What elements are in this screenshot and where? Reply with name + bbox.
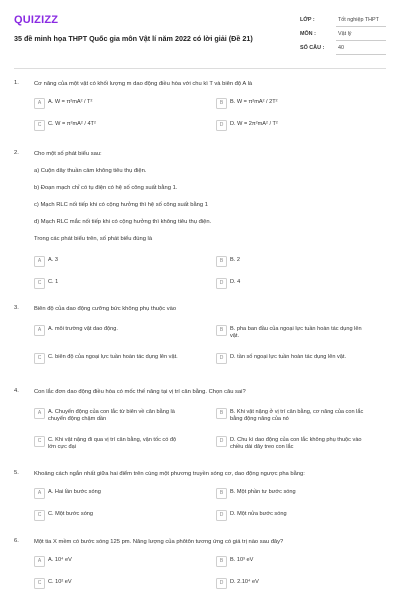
- option-letter-box: A: [34, 556, 45, 567]
- question-text: Cho một số phát biểu sau:: [34, 151, 102, 157]
- option-letter-box: C: [34, 353, 45, 364]
- option-letter-box: A: [34, 325, 45, 336]
- option-letter-box: A: [34, 256, 45, 267]
- option-text: A. Chuyển động của con lắc từ biên về cân bằng là chuyển động chậm dần: [48, 408, 175, 422]
- option-text: D. 2.10⁴ eV: [230, 578, 259, 585]
- meta-row-count: [300, 42, 386, 56]
- option-letter-box: C: [34, 120, 45, 131]
- option-text: B. Khi vật nặng ở vị trí cân bằng, cơ năng của con lắc bằng động năng của nó: [230, 408, 364, 422]
- option-letter-box: D: [216, 510, 227, 521]
- question-text: Khoảng cách ngắn nhất giữa hai điểm trên cùng một phương truyền sóng cơ, dao động ngược pha bằng:: [34, 471, 305, 477]
- meta-row-subject: [300, 28, 386, 42]
- option-text: A. 10⁴ eV: [48, 556, 72, 563]
- option-text: D. Một nửa bước sóng: [230, 510, 287, 517]
- meta-row-class: [300, 14, 386, 28]
- meta-underline: [336, 40, 386, 41]
- option-text: D. tần số ngoại lực tuần hoàn tác dụng lên vật.: [230, 353, 347, 360]
- statement-line: b) Đoạn mạch chỉ có tụ điện có hệ số công suất bằng 1.: [34, 185, 178, 191]
- meta-key: MÔN :: [300, 31, 316, 37]
- option-text: A. W = π²mA² / T²: [48, 98, 93, 105]
- option-text: C. Khi vật nặng đi qua vị trí cân bằng, vận tốc có độ lớn cực đại: [48, 436, 177, 450]
- option-letter-box: C: [34, 436, 45, 447]
- option-text: C. Một bước sóng: [48, 510, 94, 517]
- meta-key: SỐ CÂU :: [300, 45, 325, 51]
- option-text: B. 10³ eV: [230, 556, 254, 563]
- question-text: Biên độ của dao động cưỡng bức không phụ thuộc vào: [34, 306, 177, 312]
- option-text: A. 3: [48, 256, 58, 263]
- option-text: C. biên độ của ngoại lực tuần hoàn tác dụng lên vật.: [48, 353, 178, 360]
- question-number: 3.: [14, 305, 19, 311]
- option-text: D. W = 2π²mA² / T²: [230, 120, 278, 127]
- option-letter-box: B: [216, 488, 227, 499]
- option-letter-box: A: [34, 488, 45, 499]
- meta-key: LỚP :: [300, 17, 315, 23]
- option-letter-box: B: [216, 325, 227, 336]
- option-letter-box: A: [34, 98, 45, 109]
- document-header: [14, 12, 386, 60]
- option-letter-box: C: [34, 278, 45, 289]
- header-divider: [14, 68, 386, 69]
- option-letter-box: B: [216, 98, 227, 109]
- question-text: Con lắc đơn dao động điều hòa có mốc thế năng tại vị trí cân bằng. Chọn câu sai?: [34, 389, 246, 395]
- option-letter-box: D: [216, 578, 227, 589]
- option-text: D. 4: [230, 278, 241, 285]
- meta-underline: [336, 54, 386, 55]
- document-title: 35 đề minh họa THPT Quốc gia môn Vật lí năm 2022 có lời giải (Đề 21): [14, 34, 253, 43]
- option-letter-box: A: [34, 408, 45, 419]
- statement-line: d) Mạch RLC mắc nối tiếp khi có cộng hưởng thì không tiêu thụ điện.: [34, 219, 212, 225]
- question-number: 5.: [14, 470, 19, 476]
- option-letter-box: D: [216, 278, 227, 289]
- option-text: B. Một phần tư bước sóng: [230, 488, 296, 495]
- question-text: Một tia X mềm có bước sóng 125 pm. Năng lượng của phôtôn tương ứng có giá trị nào sau đây?: [34, 539, 284, 545]
- option-letter-box: C: [34, 578, 45, 589]
- statement-line: Trong các phát biểu trên, số phát biểu đúng là: [34, 236, 153, 242]
- option-letter-box: D: [216, 353, 227, 364]
- option-text: B. pha ban đầu của ngoại lực tuần hoàn tác dụng lên vật.: [230, 325, 362, 339]
- option-letter-box: C: [34, 510, 45, 521]
- option-text: C. 10² eV: [48, 578, 72, 585]
- option-text: A. môi trường vật dao động.: [48, 325, 118, 332]
- option-text: C. 1: [48, 278, 59, 285]
- quizizz-logo: QUIZIZZ: [14, 14, 59, 26]
- meta-underline: [336, 26, 386, 27]
- meta-value: Vật lý: [338, 31, 352, 37]
- question-number: 4.: [14, 388, 19, 394]
- option-letter-box: B: [216, 408, 227, 419]
- option-letter-box: D: [216, 120, 227, 131]
- option-text: B. 2: [230, 256, 240, 263]
- option-text: D. Chu kì dao động của con lắc không phụ thuộc vào chiều dài dây treo con lắc: [230, 436, 362, 450]
- question-number: 1.: [14, 80, 19, 86]
- question-number: 2.: [14, 150, 19, 156]
- question-number: 6.: [14, 538, 19, 544]
- option-text: A. Hai lần bước sóng: [48, 488, 101, 495]
- option-text: B. W = π²mA² / 2T²: [230, 98, 278, 105]
- statement-line: c) Mạch RLC nối tiếp khi có cộng hưởng thì hệ số công suất bằng 1: [34, 202, 208, 208]
- meta-value: Tốt nghiệp THPT: [338, 17, 379, 23]
- meta-value: 40: [338, 45, 344, 51]
- option-letter-box: B: [216, 256, 227, 267]
- statement-line: a) Cuộn dây thuần cảm không tiêu thụ điện.: [34, 168, 147, 174]
- meta-panel: [300, 14, 386, 56]
- question-text: Cơ năng của một vật có khối lượng m dao động điều hòa với chu kì T và biên độ A là: [34, 81, 253, 87]
- option-letter-box: D: [216, 436, 227, 447]
- option-letter-box: B: [216, 556, 227, 567]
- option-text: C. W = π²mA² / 4T²: [48, 120, 96, 127]
